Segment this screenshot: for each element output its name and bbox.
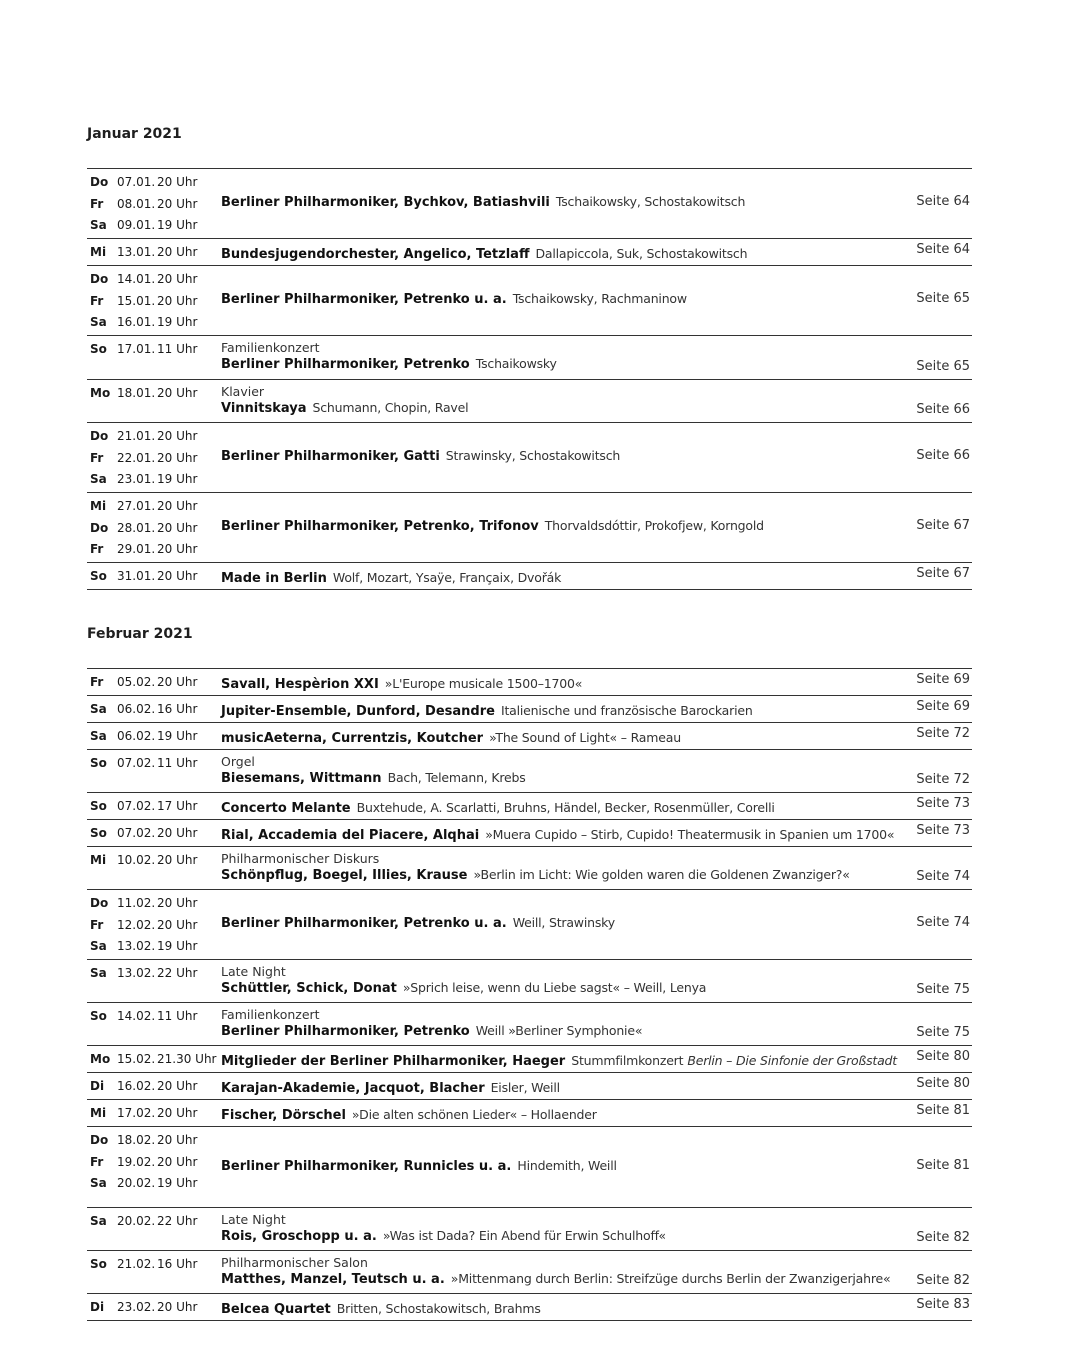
page-reference: Seite 82 [916,1273,970,1288]
event-line [221,730,681,746]
page-reference: Seite 67 [916,518,970,533]
event-row [87,846,972,889]
event-line [221,194,745,210]
event-performers: Concerto Melante [221,801,351,816]
event-line [221,448,620,464]
event-program: Weill, Strawinsky [512,915,615,930]
event-weekday: Sa [90,472,107,486]
event-time: 19 Uhr [157,315,198,329]
event-line [221,1053,897,1069]
event-program: »Sprich leise, wenn du Liebe sagst« – Weill, Lenya [402,980,707,995]
event-time: 22 Uhr [157,966,198,980]
event-weekday: Sa [90,1214,107,1228]
event-weekday: Mi [90,245,107,259]
page-reference: Seite 65 [916,359,970,374]
event-weekday: So [90,826,107,840]
event-weekday: So [90,1009,107,1023]
page-reference: Seite 75 [916,982,970,997]
event-performers: musicAeterna, Currentzis, Koutcher [221,731,484,746]
event-row [87,889,972,959]
month-title: Januar 2021 [87,126,182,142]
event-category: Familienkonzert [221,340,320,355]
event-weekday: Fr [90,542,104,556]
event-weekday: Sa [90,702,107,716]
event-date: 29.01. [117,542,156,556]
event-program: Buxtehude, A. Scarlatti, Bruhns, Händel, Becker, Rosenmüller, Corelli [356,800,775,815]
event-line [221,518,764,534]
event-date: 05.02. [117,675,156,689]
event-date: 13.01. [117,245,156,259]
event-date: 06.02. [117,729,156,743]
page-reference: Seite 72 [916,726,970,741]
event-row [87,1045,972,1072]
event-weekday: Mi [90,853,107,867]
event-row [87,1207,972,1250]
event-performers: Berliner Philharmoniker, Petrenko u. a. [221,916,507,931]
event-line [221,356,557,372]
event-time: 20 Uhr [157,542,198,556]
page-reference: Seite 83 [916,1297,970,1312]
event-performers: Schüttler, Schick, Donat [221,981,397,996]
event-date: 31.01. [117,569,156,583]
event-date: 08.01. [117,196,156,211]
event-date: 13.02. [117,966,156,980]
event-line [221,1228,666,1244]
event-date: 07.01. [117,175,156,189]
event-performers: Biesemans, Wittmann [221,771,382,786]
event-date: 27.01. [117,499,156,513]
event-date: 20.02. [117,1214,156,1228]
page-reference: Seite 80 [916,1076,970,1091]
event-line [221,800,775,816]
event-row [87,1250,972,1293]
event-weekday: Mo [90,1052,111,1066]
event-date: 07.02. [117,756,156,770]
event-time: 20 Uhr [157,499,198,513]
event-time: 20 Uhr [157,1106,198,1120]
event-time: 20 Uhr [157,1300,198,1314]
event-row [87,562,972,589]
event-program: Tschaikowsky, Schostakowitsch [555,194,746,209]
event-performers: Matthes, Manzel, Teutsch u. a. [221,1272,445,1287]
event-line [221,1023,642,1039]
event-date: 11.02. [117,896,156,910]
event-program: »Mittenmang durch Berlin: Streifzüge durchs Berlin der Zwanzigerjahre« [450,1271,891,1286]
event-weekday: Fr [90,196,104,211]
event-date: 18.02. [117,1133,156,1147]
event-date: 14.02. [117,1009,156,1023]
event-weekday: Mi [90,1106,107,1120]
event-date: 17.01. [117,342,156,356]
event-time: 20 Uhr [157,1154,198,1169]
event-weekday: Fr [90,675,104,689]
event-time: 17 Uhr [157,799,198,813]
event-row [87,792,972,819]
event-weekday: Sa [90,939,107,953]
event-line [221,1080,560,1096]
event-line [221,400,468,416]
event-date: 09.01. [117,218,156,232]
event-program: Tschaikowsky, Rachmaninow [512,291,687,306]
event-performers: Berliner Philharmoniker, Petrenko, Trifonov [221,519,539,534]
event-performers: Berliner Philharmoniker, Runnicles u. a. [221,1158,512,1174]
event-category: Philharmonischer Diskurs [221,851,380,866]
event-category: Familienkonzert [221,1007,320,1022]
event-program: Dallapiccola, Suk, Schostakowitsch [535,246,748,261]
page-reference: Seite 73 [916,823,970,838]
event-date: 19.02. [117,1154,156,1169]
event-program: Bach, Telemann, Krebs [387,770,526,785]
event-time: 20 Uhr [157,429,198,443]
page-reference: Seite 74 [916,869,970,884]
event-line [221,770,526,786]
event-weekday: Mo [90,386,111,400]
event-weekday: So [90,799,107,813]
event-program: Strawinsky, Schostakowitsch [445,448,621,463]
event-date: 17.02. [117,1106,156,1120]
event-date: 07.02. [117,799,156,813]
event-program: Thorvaldsdóttir, Prokofjew, Korngold [544,518,764,533]
event-category: Philharmonischer Salon [221,1255,368,1270]
page-reference: Seite 69 [916,672,970,687]
event-date: 07.02. [117,826,156,840]
event-time: 19 Uhr [157,472,198,486]
event-performers: Fischer, Dörschel [221,1108,346,1123]
event-date: 15.01. [117,293,156,308]
event-performers: Mitglieder der Berliner Philharmoniker, Haeger [221,1054,566,1069]
event-time: 22 Uhr [157,1214,198,1228]
event-line [221,703,753,719]
event-line [221,570,561,586]
event-performers: Berliner Philharmoniker, Petrenko [221,1024,470,1039]
event-line [221,915,615,931]
event-performers: Berliner Philharmoniker, Petrenko [221,357,470,372]
event-date: 14.01. [117,272,156,286]
event-weekday: Sa [90,1176,107,1190]
event-line [221,867,850,883]
event-time: 21.30 Uhr [157,1052,217,1066]
event-weekday: So [90,1257,107,1271]
event-row [87,1072,972,1099]
event-performers: Berliner Philharmoniker, Gatti [221,449,440,464]
page-reference: Seite 81 [916,1157,970,1173]
event-time: 20 Uhr [157,826,198,840]
event-line [221,1301,541,1317]
event-performers: Karajan-Akademie, Jacquot, Blacher [221,1081,485,1096]
event-line [221,1271,890,1287]
event-performers: Berliner Philharmoniker, Bychkov, Batiashvili [221,195,550,210]
event-time: 16 Uhr [157,1257,198,1271]
event-row [87,1293,972,1320]
event-performers: Rial, Accademia del Piacere, Alqhai [221,828,480,843]
row-divider [87,1320,972,1321]
event-line [221,980,706,996]
event-program-title: Berlin – Die Sinfonie der Großstadt [687,1053,897,1068]
event-line [221,1158,617,1174]
event-time: 20 Uhr [157,272,198,286]
event-weekday: Fr [90,1154,104,1169]
event-time: 19 Uhr [157,218,198,232]
event-weekday: Di [90,1300,105,1314]
event-program: Wolf, Mozart, Ysaÿe, Françaix, Dvořák [332,570,562,585]
event-performers: Rois, Groschopp u. a. [221,1229,377,1244]
event-date: 22.01. [117,450,156,465]
event-performers: Bundesjugendorchester, Angelico, Tetzlaff [221,247,530,262]
event-date: 21.01. [117,429,156,443]
page-reference: Seite 80 [916,1049,970,1064]
event-line [221,827,894,843]
event-time: 20 Uhr [157,1079,198,1093]
event-program: »Muera Cupido – Stirb, Cupido! Theatermusik in Spanien um 1700« [485,827,895,842]
event-date: 18.01. [117,386,156,400]
event-performers: Made in Berlin [221,571,327,586]
event-time: 20 Uhr [157,896,198,910]
event-row [87,722,972,749]
event-date: 21.02. [117,1257,156,1271]
event-category: Orgel [221,754,255,769]
event-date: 16.02. [117,1079,156,1093]
page-reference: Seite 82 [916,1230,970,1245]
event-row [87,1099,972,1126]
event-weekday: Fr [90,450,104,465]
event-time: 20 Uhr [157,175,198,189]
event-time: 20 Uhr [157,1133,198,1147]
event-date: 13.02. [117,939,156,953]
page-reference: Seite 75 [916,1025,970,1040]
event-category: Late Night [221,964,286,979]
page-reference: Seite 73 [916,796,970,811]
event-performers: Vinnitskaya [221,401,307,416]
event-weekday: Sa [90,966,107,980]
event-time: 20 Uhr [157,853,198,867]
event-time: 20 Uhr [157,386,198,400]
event-time: 11 Uhr [157,342,198,356]
event-time: 19 Uhr [157,1176,198,1190]
event-row [87,238,972,265]
event-weekday: Sa [90,315,107,329]
event-row [87,168,972,238]
page-reference: Seite 69 [916,699,970,714]
event-time: 11 Uhr [157,1009,198,1023]
event-time: 11 Uhr [157,756,198,770]
event-weekday: Fr [90,293,104,308]
event-weekday: Di [90,1079,105,1093]
event-weekday: Sa [90,729,107,743]
event-date: 23.02. [117,1300,156,1314]
event-row [87,749,972,792]
event-performers: Jupiter-Ensemble, Dunford, Desandre [221,704,495,719]
event-program: Hindemith, Weill [517,1157,617,1173]
event-date: 16.01. [117,315,156,329]
event-row [87,695,972,722]
event-weekday: Fr [90,917,104,932]
page-reference: Seite 64 [916,242,970,257]
page-reference: Seite 81 [916,1103,970,1118]
event-program: Britten, Schostakowitsch, Brahms [336,1301,541,1316]
event-weekday: Do [90,175,109,189]
event-performers: Savall, Hespèrion XXI [221,677,379,692]
page-reference: Seite 66 [916,448,970,463]
event-program: Eisler, Weill [490,1080,560,1095]
event-weekday: Mi [90,499,107,513]
event-date: 15.02. [117,1052,156,1066]
event-row [87,422,972,492]
event-time: 20 Uhr [157,293,198,308]
event-date: 10.02. [117,853,156,867]
event-date: 23.01. [117,472,156,486]
event-weekday: Do [90,896,109,910]
event-time: 20 Uhr [157,520,198,535]
event-program: »Die alten schönen Lieder« – Hollaender [351,1107,597,1122]
event-program: »Berlin im Licht: Wie golden waren die Goldenen Zwanziger?« [473,867,850,882]
event-category: Klavier [221,384,265,399]
event-weekday: So [90,756,107,770]
event-weekday: Do [90,520,109,535]
page-reference: Seite 66 [916,402,970,417]
event-category: Late Night [221,1212,286,1227]
event-row [87,959,972,1002]
event-program: »L'Europe musicale 1500–1700« [384,676,583,691]
event-time: 20 Uhr [157,569,198,583]
page-reference: Seite 65 [916,291,970,306]
event-weekday: So [90,342,107,356]
event-row [87,819,972,846]
event-time: 20 Uhr [157,917,198,932]
event-weekday: Do [90,272,109,286]
event-time: 20 Uhr [157,245,198,259]
event-row [87,265,972,335]
event-row [87,1002,972,1045]
month-heading [87,126,186,142]
event-line [221,291,687,307]
event-line [221,246,747,262]
event-performers: Schönpflug, Boegel, Illies, Krause [221,868,468,883]
event-row [87,492,972,562]
event-time: 19 Uhr [157,729,198,743]
event-row [87,1126,972,1207]
page-reference: Seite 74 [916,915,970,930]
event-weekday: Do [90,429,109,443]
event-weekday: So [90,569,107,583]
event-program: Stummfilmkonzert [571,1053,684,1068]
event-performers: Berliner Philharmoniker, Petrenko u. a. [221,292,507,307]
event-program: Weill »Berliner Symphonie« [475,1023,643,1038]
event-program: Italienische und französische Barockarien [500,703,753,718]
event-date: 06.02. [117,702,156,716]
page-reference: Seite 67 [916,566,970,581]
event-date: 12.02. [117,917,156,932]
month-title: Februar 2021 [87,626,193,642]
event-time: 19 Uhr [157,939,198,953]
event-line [221,676,582,692]
event-row [87,379,972,422]
event-weekday: Do [90,1133,109,1147]
event-performers: Belcea Quartet [221,1302,331,1317]
event-date: 28.01. [117,520,156,535]
event-program: Schumann, Chopin, Ravel [312,400,469,415]
row-divider [87,589,972,590]
event-time: 20 Uhr [157,450,198,465]
event-time: 20 Uhr [157,196,198,211]
event-program: Tschaikowsky [475,356,557,371]
event-row [87,335,972,379]
event-program: »The Sound of Light« – Rameau [489,730,681,745]
page-reference: Seite 64 [916,194,970,209]
event-time: 20 Uhr [157,675,198,689]
event-program: »Was ist Dada? Ein Abend für Erwin Schulhoff« [382,1228,666,1243]
event-weekday: Sa [90,218,107,232]
event-line [221,1107,597,1123]
event-row [87,668,972,695]
page-reference: Seite 72 [916,772,970,787]
month-heading [87,626,197,642]
event-time: 16 Uhr [157,702,198,716]
event-date: 20.02. [117,1176,156,1190]
